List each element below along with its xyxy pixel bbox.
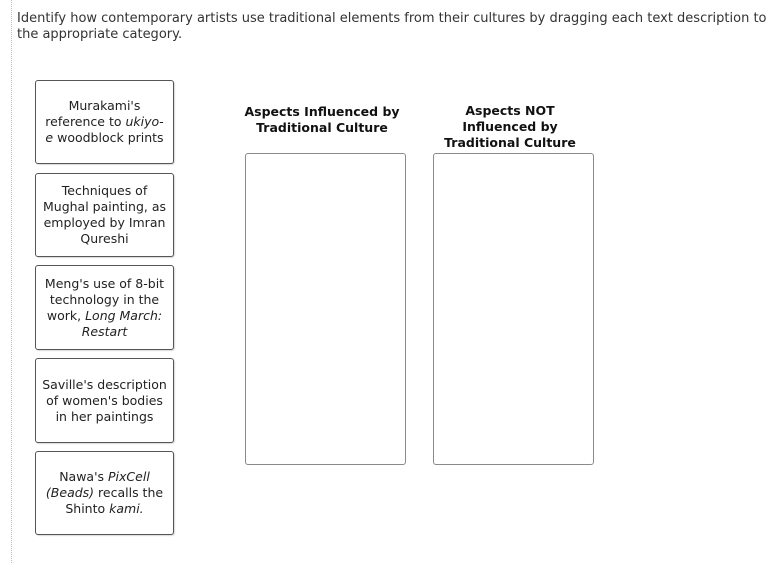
card-text [42, 469, 167, 517]
card-text-part: ukiyo-e [45, 114, 164, 145]
card-text [42, 183, 167, 247]
drag-card-meng[interactable] [35, 265, 174, 350]
card-text-part: woodblock prints [53, 130, 164, 145]
instructions-text: Identify how contemporary artists use traditional elements from their cultures by dragging each text description to the appropriate category. [17, 11, 767, 42]
drag-card-murakami[interactable] [35, 80, 174, 164]
card-text-part: Long March: Restart [81, 307, 163, 339]
card-text-part: recalls the Shinto [65, 485, 164, 516]
drag-card-qureshi[interactable] [35, 173, 174, 257]
card-text-part: Meng's use of 8-bit technology in the work, [44, 275, 165, 323]
card-text-part: Murakami's reference to [45, 98, 141, 129]
category-label-not-influenced: Aspects NOT Influenced by Traditional Culture [444, 103, 576, 150]
drag-card-nawa[interactable] [35, 451, 174, 535]
card-text [42, 377, 167, 425]
card-text-part: Saville's description of women's bodies in her paintings [42, 376, 167, 424]
card-text [42, 98, 167, 146]
card-text-part: Techniques of Mughal painting, as employed by Imran Qureshi [42, 183, 166, 246]
card-text [42, 276, 167, 340]
drop-zone-influenced[interactable] [245, 153, 406, 465]
drag-card-saville[interactable] [35, 358, 174, 443]
card-text-part: kami. [109, 501, 144, 516]
drop-zone-not-influenced[interactable] [433, 153, 594, 465]
card-text-part: PixCell (Beads) [45, 469, 150, 500]
left-divider [11, 0, 12, 563]
category-label-influenced: Aspects Influenced by Traditional Culture [244, 104, 400, 135]
card-text-part: Nawa's [59, 469, 109, 484]
